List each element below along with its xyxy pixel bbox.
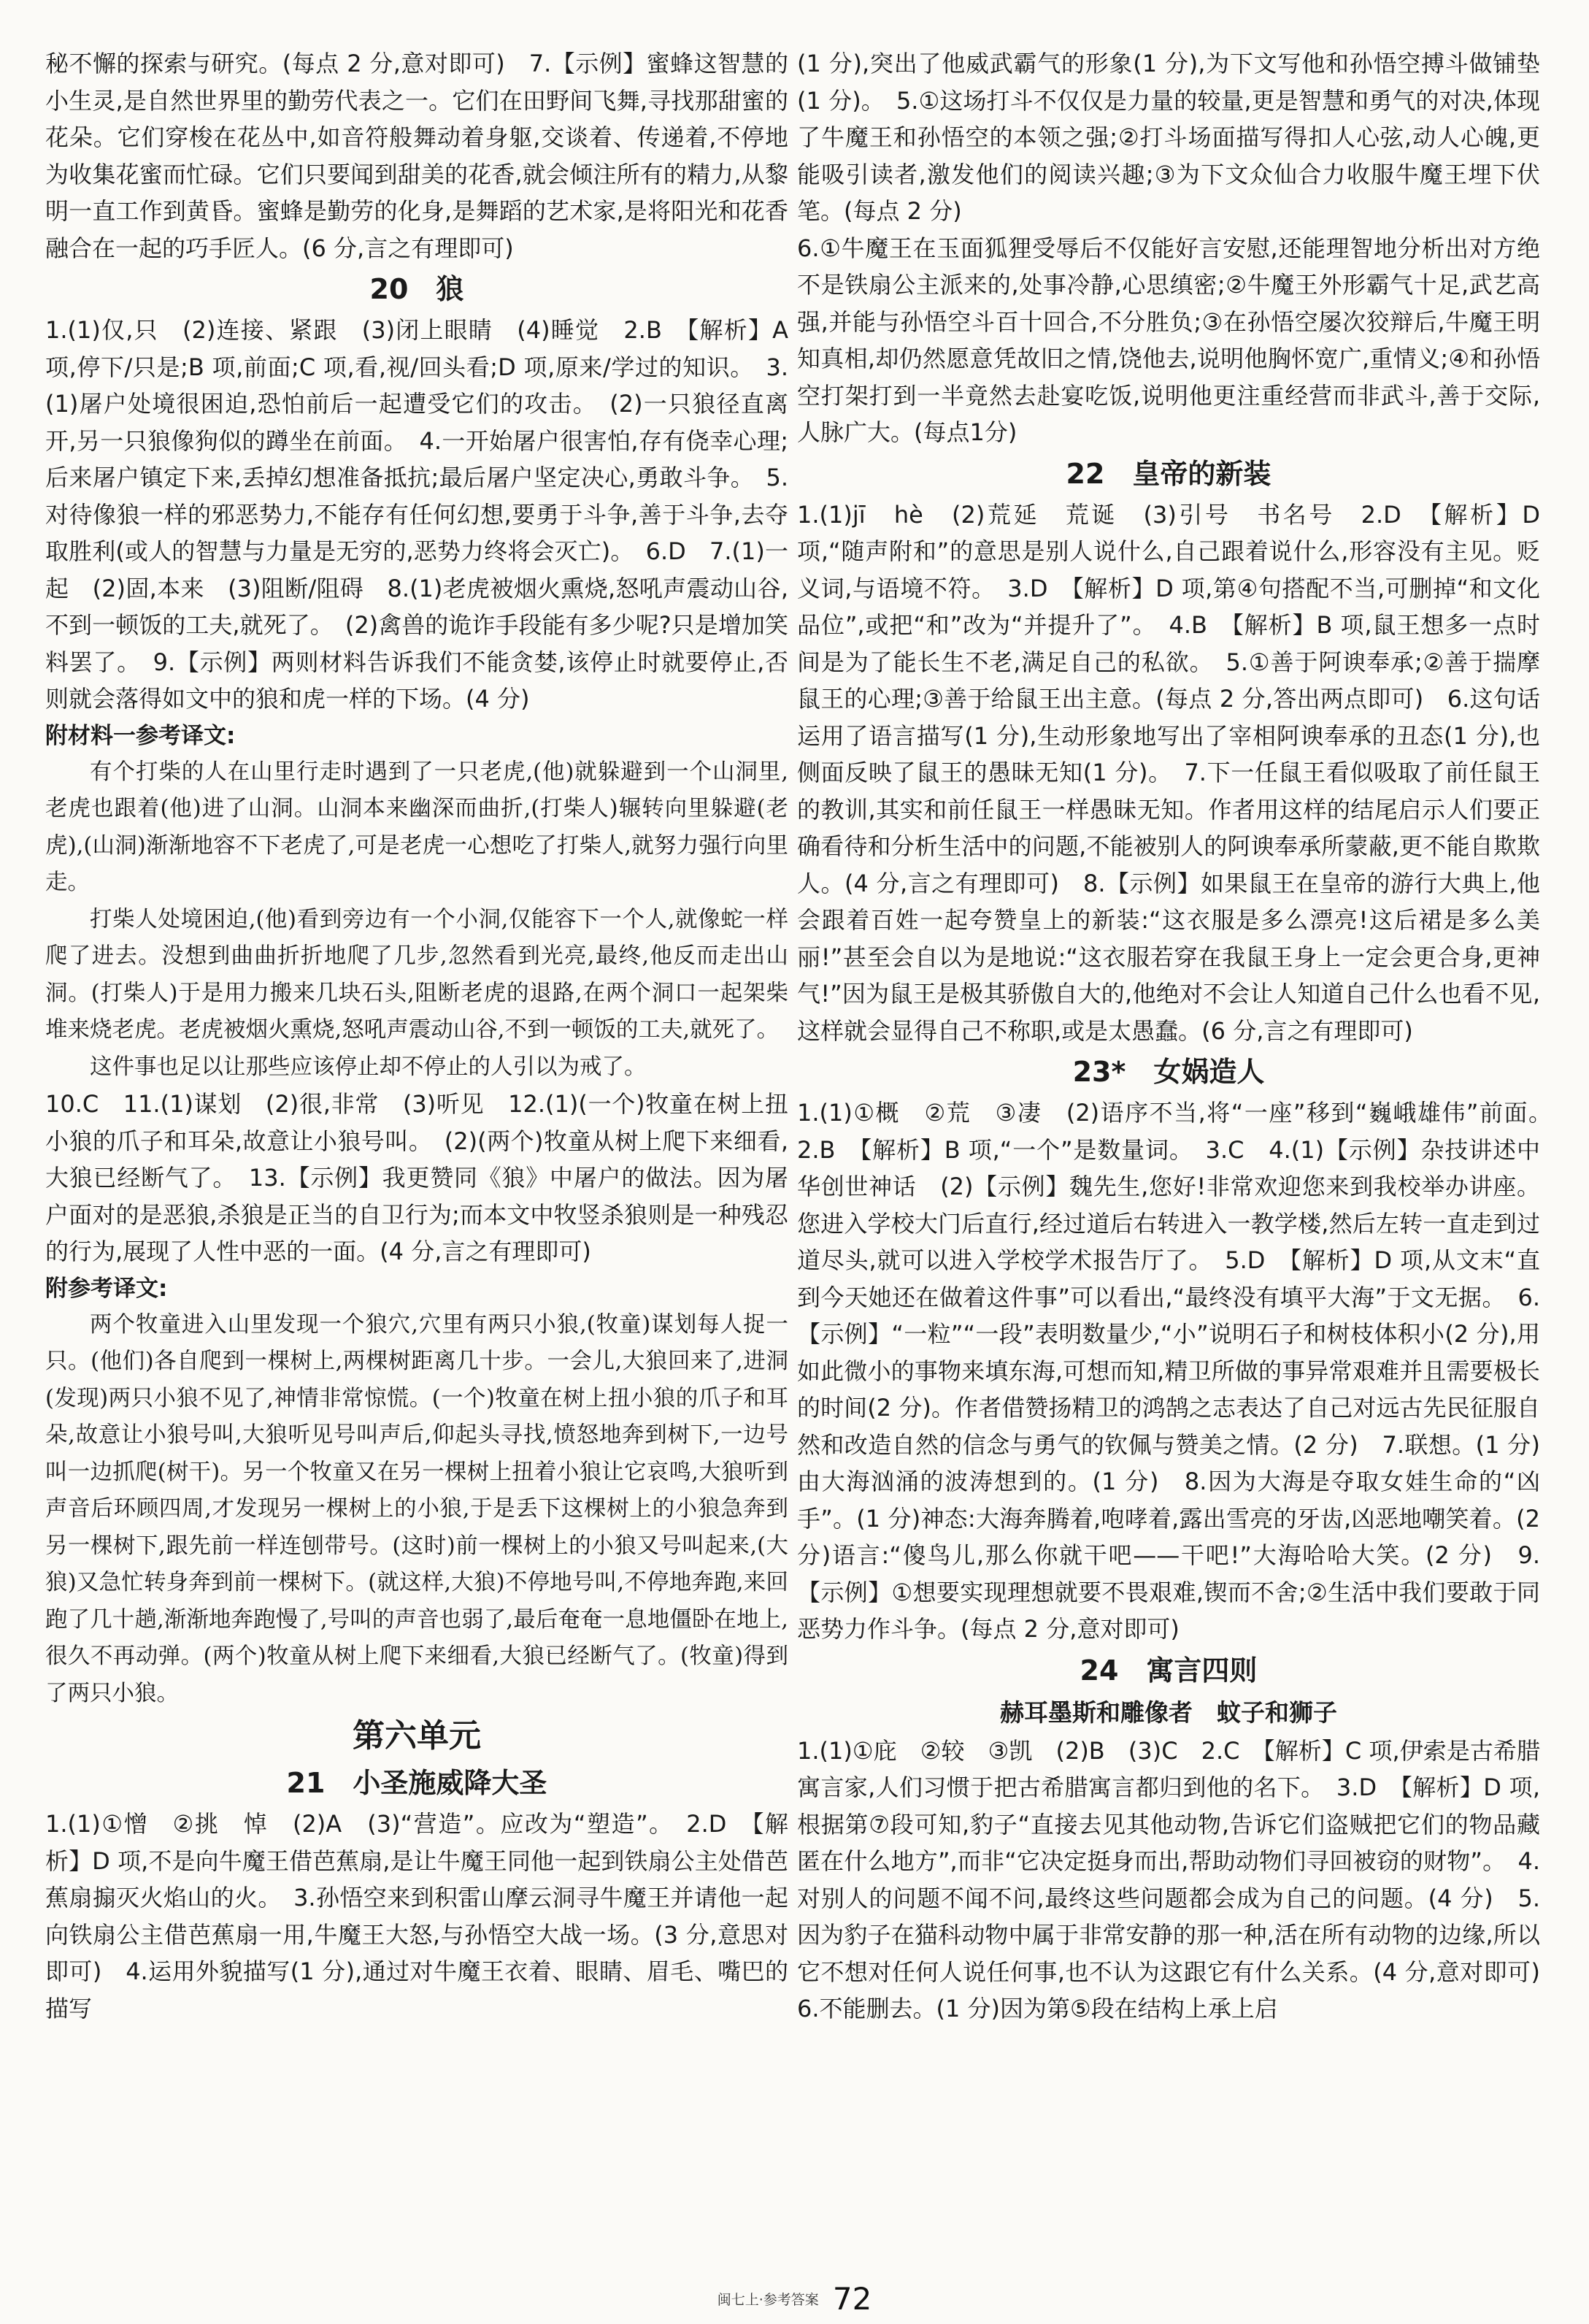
translation-paragraph: 有个打柴的人在山里行走时遇到了一只老虎,(他)就躲避到一个山洞里,老虎也跟着(他)进了山洞。山洞本来幽深而曲折,(打柴人)辗转向里躲避(老虎),(山洞)渐渐地容不下老虎了,可是老虎一心想吃了打柴人,就努力强行向里走。 [45, 759, 788, 895]
lesson-heading: 21 小圣施威降大圣 [286, 1767, 547, 1799]
answer-paragraph: 1.(1)①庇 ②较 ③凯 (2)B (3)C 2.C 【解析】C 项,伊索是古希腊寓言家,人们习惯于把古希腊寓言都归到他的名下。 3.D 【解析】D 项,根据第⑦段可知,豹子“直接去见其他动物,告诉它们盗贼把它们的物品藏匿在什么地方”,而非“它决定挺身而出,帮助动物们寻回被窃的财物”。 4.对别人的问题不闻不问,最终这些问题都会成为自己的问题。(4 分) 5.因为豹子在猫科动物中属于非常安静的那一种,活在所有动物的边缘,所以它不想对任何人说任何事,也不认为这跟它有什么关系。(4 分,意对即可) 6.不能删去。(1 分)因为第⑤段在结构上承上启 [797, 1736, 1564, 2022]
answer-paragraph: 1.(1)仅,只 (2)连接、紧跟 (3)闭上眼睛 (4)睡觉 2.B 【解析】A 项,停下/只是;B 项,前面;C 项,看,视/回头看;D 项,原来/学过的知识。 3.(1)屠户处境很困迫,恐怕前后一起遭受它们的攻击。 (2)一只狼径直离开,另一只狼像狗似的蹲坐在前面。 4.一开始屠户很害怕,存有侥幸心理;后来屠户镇定下来,丢掉幻想准备抵抗;最后屠户坚定决心,勇敢斗争。 5.对待像狼一样的邪恶势力,不能存有任何幻想,要勇于斗争,善于斗争,去夺取胜利(或人的智慧与力量是无穷的,恶势力终将会灭亡)。 6.D 7.(1)一起 (2)固,本来 (3)阻断/阻碍 8.(1)老虎被烟火熏烧,怒吼声震动山谷,不到一顿饭的工夫,就死了。 (2)禽兽的诡诈手段能有多少呢?只是增加笑料罢了。 9.【示例】两则材料告诉我们不能贪婪,该停止时就要停止,否则就会落得如文中的狼和虎一样的下场。(4 分) [45, 316, 788, 713]
footer-label: 闽七上·参考答案 [717, 2292, 819, 2308]
translation-paragraph: 打柴人处境困迫,(他)看到旁边有一个小洞,仅能容下一个人,就像蛇一样爬了进去。没想到曲曲折折地爬了几步,忽然看到光亮,最终,他反而走出山洞。(打柴人)于是用力搬来几块石头,阻断老虎的退路,在两个洞口一起架柴堆来烧老虎。老虎被烟火熏烧,怒吼声震动山谷,不到一顿饭的工夫,就死了。 [45, 906, 788, 1043]
translation-paragraph: 两个牧童进入山里发现一个狼穴,穴里有两只小狼,(牧童)谋划每人捉一只。(他们)各自爬到一棵树上,两棵树距离几十步。一会儿,大狼回来了,进洞(发现)两只小狼不见了,神情非常惊慌。(一个)牧童在树上扭小狼的爪子和耳朵,故意让小狼号叫,大狼听见号叫声后,仰起头寻找,愤怒地奔到树下,一边号叫一边抓爬(树干)。另一个牧童又在另一棵树上扭着小狼让它哀鸣,大狼听到声音后环顾四周,才发现另一棵树上的小狼,于是丢下这棵树上的小狼急奔到另一棵树下,跟先前一样连刨带号。(这时)前一棵树上的小狼又号叫起来,(大狼)又急忙转身奔到前一棵树下。(就这样,大狼)不停地号叫,不停地奔跑,来回跑了几十趟,渐渐地奔跑慢了,号叫的声音也弱了,最后奄奄一息地僵卧在地上,很久不再动弹。(两个)牧童从树上爬下来细看,大狼已经断气了。(牧童)得到了两只小狼。 [45, 1311, 788, 1706]
right-column [797, 45, 1564, 2028]
answer-paragraph: 1.(1)①概 ②荒 ③凄 (2)语序不当,将“一座”移到“巍峨雄伟”前面。 2.B 【解析】B 项,“一个”是数量词。 3.C 4.(1)【示例】杂技讲述中华创世神话 (2)【示例】魏先生,您好!非常欢迎您来到我校举办讲座。您进入学校大门后直行,经过道后右转进入一教学楼,然后左转一直走到过道尽头,就可以进入学校学术报告厅了。 5.D 【解析】D 项,从文末“直到今天她还在做着这件事”可以看出,“最终没有填平大海”于文无据。 6.【示例】“一粒”“一段”表明数量少,“小”说明石子和树枝体积小(2 分),用如此微小的事物来填东海,可想而知,精卫所做的事异常艰难并且需要极长的时间(2 分)。作者借赞扬精卫的鸿鹄之志表达了自己对远古先民征服自然和改造自然的信念与勇气的钦佩与赞美之情。(2 分) 7.联想。(1 分)由大海汹涌的波涛想到的。(1 分) 8.因为大海是夺取女娃生命的“凶手”。(1 分)神态:大海奔腾着,咆哮着,露出雪亮的牙齿,凶恶地嘲笑着。(2 分)语言:“傻鸟儿,那么你就干吧——干吧!”大海哈哈大笑。(2 分) 9.【示例】①想要实现理想就要不畏艰难,锲而不舍;②生活中我们要敢于同恶势力作斗争。(每点 2 分,意对即可) [797, 1099, 1564, 1643]
page-footer [0, 2281, 1589, 2317]
lesson-heading: 24 寓言四则 [1080, 1654, 1258, 1687]
answer-paragraph: 1.(1)jī hè (2)荒延 荒诞 (3)引号 书名号 2.D 【解析】D 项,“随声附和”的意思是别人说什么,自己跟着说什么,形容没有主见。贬义词,与语境不符。 3.D 【解析】D 项,第④句搭配不当,可删掉“和文化品位”,或把“和”改为“并提升了”。 4.B 【解析】B 项,鼠王想多一点时间是为了能长生不老,满足自己的私欲。 5.①善于阿谀奉承;②善于揣摩鼠王的心理;③善于给鼠王出主意。(每点 2 分,答出两点即可) 6.这句话运用了语言描写(1 分),生动形象地写出了宰相阿谀奉承的丑态(1 分),也侧面反映了鼠王的愚昧无知(1 分)。 7.下一任鼠王看似吸取了前任鼠王的教训,其实和前任鼠王一样愚昧无知。作者用这样的结尾启示人们要正确看待和分析生活中的问题,不能被别人的阿谀奉承所蒙蔽,更不能自欺欺人。(4 分,言之有理即可) 8.【示例】如果鼠王在皇帝的游行大典上,他会跟着百姓一起夸赞皇上的新装:“这衣服是多么漂亮!这后裙是多么美丽!”甚至会自以为是地说:“这衣服若穿在我鼠王身上一定会更合身,更神气!”因为鼠王是极其骄傲自大的,他绝对不会让人知道自己什么也看不见,这样就会显得自己不称职,或是太愚蠢。(6 分,言之有理即可) [797, 500, 1540, 1045]
answer-paragraph: 秘不懈的探索与研究。(每点 2 分,意对即可) 7.【示例】蜜蜂这智慧的小生灵,是自然世界里的勤劳代表之一。它们在田野间飞舞,寻找那甜蜜的花朵。它们穿梭在花丛中,如音符般舞动着身躯,交谈着、传递着,不停地为收集花蜜而忙碌。它们只要闻到甜美的花香,就会倾注所有的精力,从黎明一直工作到黄昏。蜜蜂是勤劳的化身,是舞蹈的艺术家,是将阳光和花香融合在一起的巧手匠人。(6 分,言之有理即可) [45, 50, 788, 262]
answer-paragraph: 10.C 11.(1)谋划 (2)很,非常 (3)听见 12.(1)(一个)牧童在树上扭小狼的爪子和耳朵,故意让小狼号叫。 (2)(两个)牧童从树上爬下来细看,大狼已经断气了。 13.【示例】我更赞同《狼》中屠户的做法。因为屠户面对的是恶狼,杀狼是正当的自卫行为;而本文中牧竖杀狼则是一种残忍的行为,展现了人性中恶的一面。(4 分,言之有理即可) [45, 1090, 788, 1265]
lesson-heading: 20 狼 [369, 273, 464, 305]
section-label: 附参考译文: [45, 1275, 168, 1302]
answer-paragraph: 1.(1)①憎 ②挑 悼 (2)A (3)“营造”。应改为“塑造”。 2.D 【解析】D 项,不是向牛魔王借芭蕉扇,是让牛魔王同他一起到铁扇公主处借芭蕉扇搧灭火焰山的火。 3.孙悟空来到积雷山摩云洞寻牛魔王并请他一起向铁扇公主借芭蕉扇一用,牛魔王大怒,与孙悟空大战一场。(3 分,意思对即可) 4.运用外貌描写(1 分),通过对牛魔王衣着、眼睛、眉毛、嘴巴的描写 [45, 1810, 788, 2022]
section-label: 附材料一参考译文: [45, 722, 236, 749]
unit-heading: 第六单元 [353, 1717, 481, 1754]
lesson-heading: 23* 女娲造人 [1072, 1056, 1265, 1088]
left-column [45, 45, 788, 2027]
page-number: 72 [832, 2281, 872, 2317]
answer-paragraph: 6.①牛魔王在玉面狐狸受辱后不仅能好言安慰,还能理智地分析出对方绝不是铁扇公主派来的,处事冷静,心思缜密;②牛魔王外形霸气十足,武艺高强,并能与孙悟空斗百十回合,不分胜负;③在孙悟空屡次狡辩后,牛魔王明知真相,却仍然愿意凭故旧之情,饶他去,说明他胸怀宽广,重情义;④和孙悟空打架打到一半竟然去赴宴吃饭,说明他更注重经营而非武斗,善于交际,人脉广大。(每点1分) [797, 234, 1540, 446]
translation-paragraph: 这件事也足以让那些应该停止却不停止的人引以为戒了。 [90, 1054, 647, 1080]
lesson-heading: 22 皇帝的新装 [1066, 457, 1271, 490]
sub-heading: 赫耳墨斯和雕像者 蚊子和狮子 [1000, 1698, 1337, 1727]
answer-paragraph: (1 分),突出了他威武霸气的形象(1 分),为下文写他和孙悟空搏斗做铺垫(1 分)。 5.①这场打斗不仅仅是力量的较量,更是智慧和勇气的对决,体现了牛魔王和孙悟空的本领之强;②打斗场面描写得扣人心弦,动人心魄,更能吸引读者,激发他们的阅读兴趣;③为下文众仙合力收服牛魔王埋下伏笔。(每点 2 分) [797, 50, 1540, 225]
